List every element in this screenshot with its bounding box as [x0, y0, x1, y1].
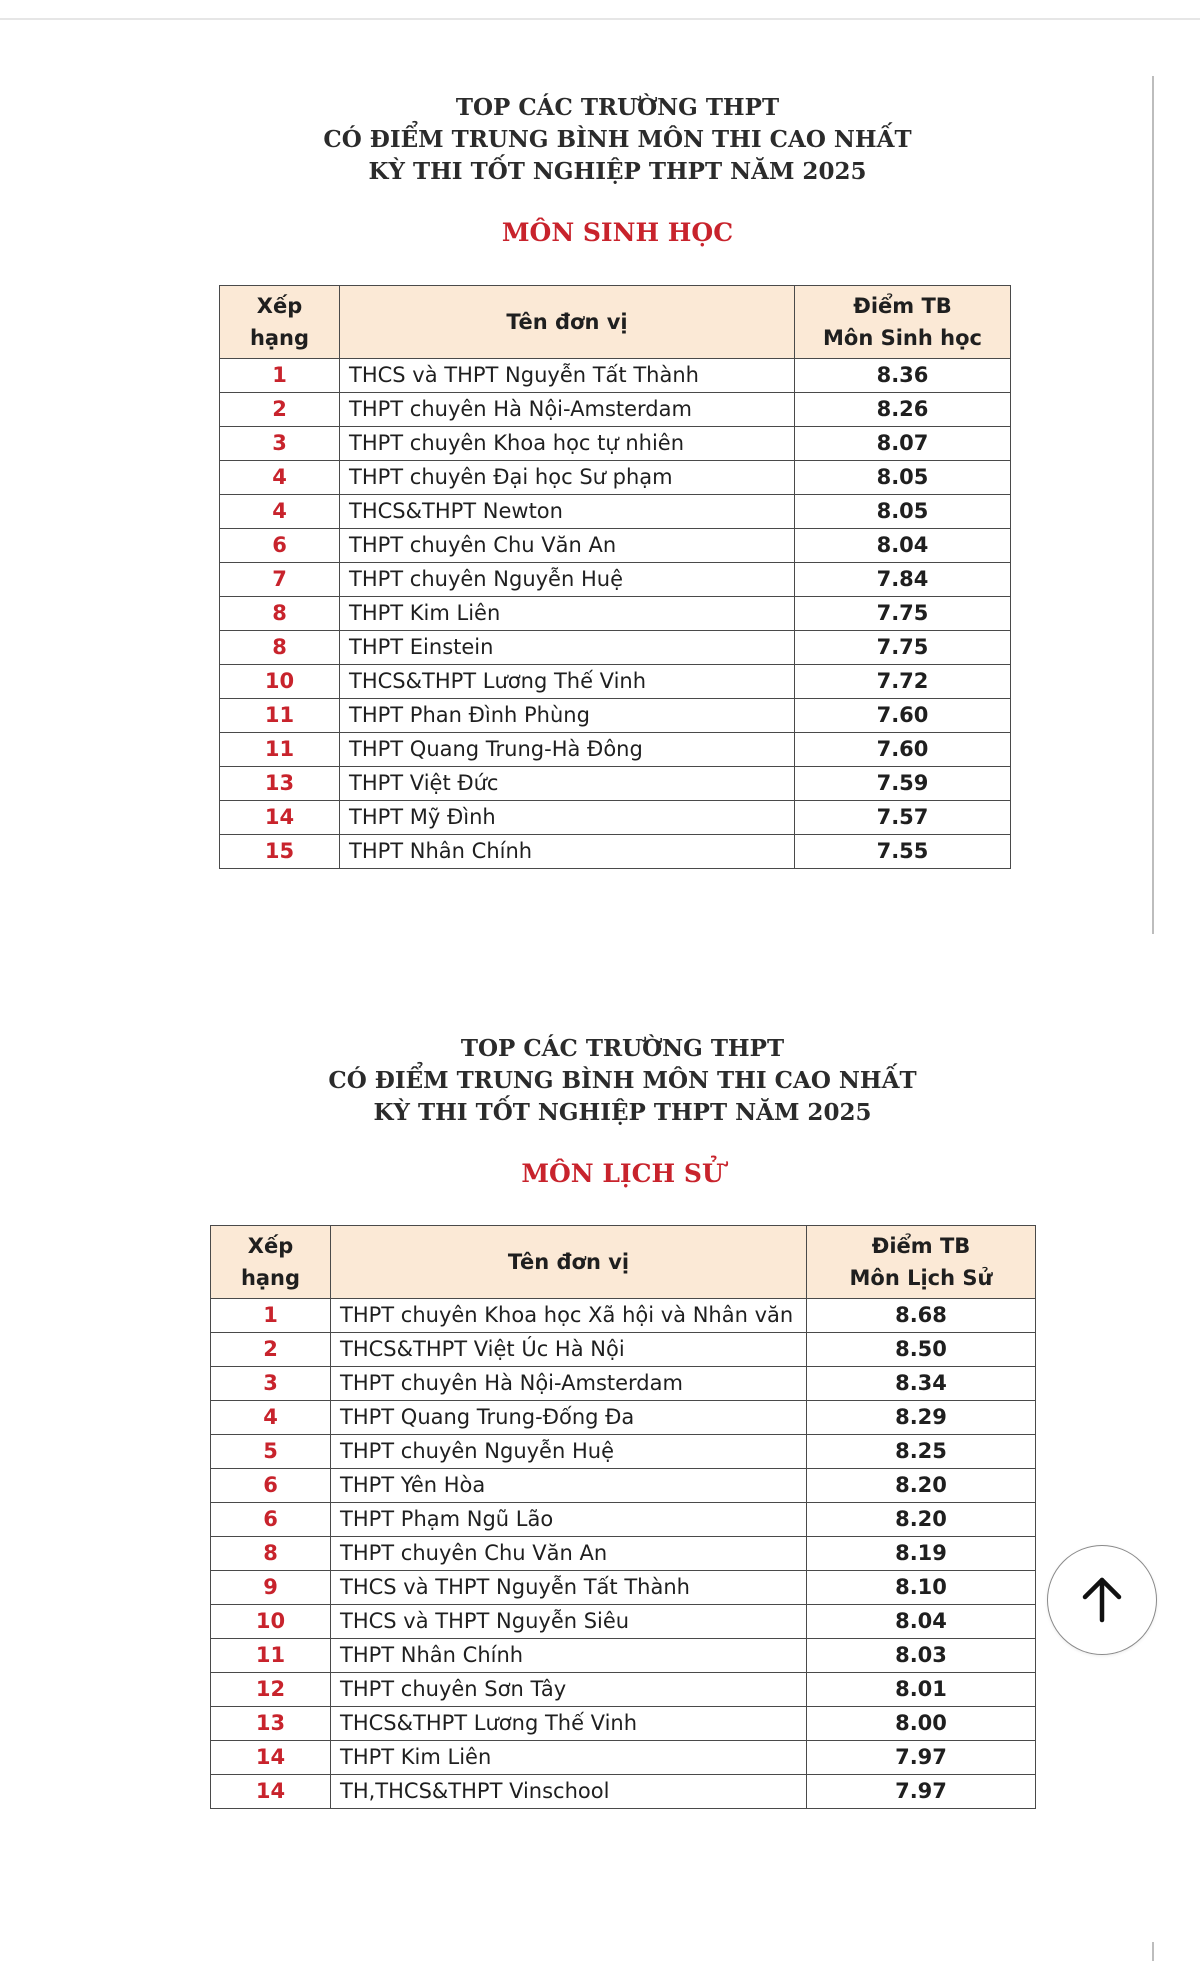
table-row	[220, 461, 1011, 495]
rank-cell: 11	[211, 1639, 331, 1673]
table-row	[211, 1537, 1036, 1571]
table-row	[220, 835, 1011, 869]
school-name-cell: THPT Einstein	[340, 631, 795, 665]
rank-cell: 13	[220, 767, 340, 801]
school-name-cell: THPT chuyên Sơn Tây	[331, 1673, 807, 1707]
rank-cell: 11	[220, 699, 340, 733]
rank-cell: 14	[211, 1741, 331, 1775]
school-name-cell: THPT chuyên Nguyễn Huệ	[340, 563, 795, 597]
score-cell: 8.25	[807, 1435, 1036, 1469]
table-row	[220, 597, 1011, 631]
school-name-cell: THCS và THPT Nguyễn Tất Thành	[331, 1571, 807, 1605]
score-cell: 7.84	[795, 563, 1011, 597]
school-name-cell: THCS&THPT Lương Thế Vinh	[331, 1707, 807, 1741]
table-row	[211, 1775, 1036, 1809]
table-header-row	[220, 286, 1011, 359]
rank-cell: 11	[220, 733, 340, 767]
rank-cell: 12	[211, 1673, 331, 1707]
school-name-cell: THPT chuyên Khoa học tự nhiên	[340, 427, 795, 461]
rank-cell: 9	[211, 1571, 331, 1605]
table-row	[220, 801, 1011, 835]
header-rank-line: Xếp	[256, 294, 303, 318]
rank-cell: 6	[220, 529, 340, 563]
score-cell: 8.19	[807, 1537, 1036, 1571]
rank-cell: 8	[211, 1537, 331, 1571]
table-row	[211, 1707, 1036, 1741]
rank-cell: 6	[211, 1503, 331, 1537]
school-name-cell: THPT Yên Hòa	[331, 1469, 807, 1503]
table-row	[220, 699, 1011, 733]
school-name-cell: THPT chuyên Nguyễn Huệ	[331, 1435, 807, 1469]
school-name-cell: THPT chuyên Hà Nội-Amsterdam	[340, 393, 795, 427]
score-cell: 8.26	[795, 393, 1011, 427]
score-cell: 8.00	[807, 1707, 1036, 1741]
table-row	[211, 1639, 1036, 1673]
score-cell: 8.04	[795, 529, 1011, 563]
header-name: Tên đơn vị	[331, 1226, 807, 1299]
score-cell: 7.97	[807, 1775, 1036, 1809]
rank-cell: 4	[211, 1401, 331, 1435]
table-body	[211, 1299, 1036, 1809]
score-cell: 7.72	[795, 665, 1011, 699]
title-line: CÓ ĐIỂM TRUNG BÌNH MÔN THI CAO NHẤT	[323, 126, 912, 153]
score-cell: 8.29	[807, 1401, 1036, 1435]
rank-cell: 6	[211, 1469, 331, 1503]
table-row	[220, 393, 1011, 427]
top-divider	[0, 18, 1200, 20]
header-score	[807, 1226, 1036, 1299]
header-rank	[220, 286, 340, 359]
rank-cell: 13	[211, 1707, 331, 1741]
table-row	[220, 563, 1011, 597]
school-name-cell: THPT Quang Trung-Đống Đa	[331, 1401, 807, 1435]
side-scroll-rule	[1152, 76, 1154, 934]
score-cell: 7.59	[795, 767, 1011, 801]
header-rank	[211, 1226, 331, 1299]
table-row	[211, 1435, 1036, 1469]
table-row	[220, 529, 1011, 563]
header-score-line: Điểm TB	[853, 294, 952, 318]
rank-cell: 1	[220, 359, 340, 393]
school-name-cell: THPT chuyên Hà Nội-Amsterdam	[331, 1367, 807, 1401]
score-cell: 7.97	[807, 1741, 1036, 1775]
rank-cell: 5	[211, 1435, 331, 1469]
score-cell: 8.07	[795, 427, 1011, 461]
table-row	[220, 631, 1011, 665]
table-row	[211, 1673, 1036, 1707]
score-cell: 7.75	[795, 631, 1011, 665]
table-row	[211, 1367, 1036, 1401]
scroll-to-top-button[interactable]	[1047, 1545, 1157, 1655]
table-header-row	[211, 1226, 1036, 1299]
rank-cell: 10	[220, 665, 340, 699]
score-cell: 8.36	[795, 359, 1011, 393]
subject-title: MÔN SINH HỌC	[501, 218, 734, 247]
school-name-cell: THPT chuyên Khoa học Xã hội và Nhân văn	[331, 1299, 807, 1333]
title-line: TOP CÁC TRƯỜNG THPT	[460, 1035, 785, 1062]
rank-cell: 14	[220, 801, 340, 835]
score-cell: 7.57	[795, 801, 1011, 835]
subject-title: MÔN LỊCH SỬ	[521, 1159, 724, 1188]
title-line: TOP CÁC TRƯỜNG THPT	[455, 94, 780, 121]
score-cell: 8.68	[807, 1299, 1036, 1333]
title-line: KỲ THI TỐT NGHIỆP THPT NĂM 2025	[373, 1099, 872, 1126]
score-cell: 8.34	[807, 1367, 1036, 1401]
header-rank-line: hạng	[249, 326, 310, 350]
table-row	[211, 1401, 1036, 1435]
table-body	[220, 359, 1011, 869]
title-line: KỲ THI TỐT NGHIỆP THPT NĂM 2025	[368, 158, 867, 185]
header-score	[795, 286, 1011, 359]
rank-cell: 15	[220, 835, 340, 869]
table-row	[211, 1741, 1036, 1775]
table-row	[211, 1503, 1036, 1537]
school-name-cell: THPT Phan Đình Phùng	[340, 699, 795, 733]
school-name-cell: TH,THCS&THPT Vinschool	[331, 1775, 807, 1809]
header-score-line: Môn Sinh học	[823, 326, 982, 350]
score-cell: 8.20	[807, 1503, 1036, 1537]
header-name: Tên đơn vị	[340, 286, 795, 359]
rank-cell: 1	[211, 1299, 331, 1333]
rank-cell: 3	[211, 1367, 331, 1401]
score-cell: 8.03	[807, 1639, 1036, 1673]
score-cell: 8.50	[807, 1333, 1036, 1367]
title-line: CÓ ĐIỂM TRUNG BÌNH MÔN THI CAO NHẤT	[328, 1067, 917, 1094]
table-row	[220, 733, 1011, 767]
table-row	[220, 427, 1011, 461]
header-rank-line: hạng	[240, 1266, 301, 1290]
school-name-cell: THPT Nhân Chính	[340, 835, 795, 869]
side-scroll-rule-bottom	[1152, 1942, 1154, 1961]
table-row	[211, 1571, 1036, 1605]
rank-cell: 4	[220, 461, 340, 495]
table-row	[220, 665, 1011, 699]
score-cell: 7.60	[795, 699, 1011, 733]
table-row	[220, 495, 1011, 529]
section-title	[305, 1033, 940, 1129]
school-name-cell: THPT chuyên Đại học Sư phạm	[340, 461, 795, 495]
school-name-cell: THPT Mỹ Đình	[340, 801, 795, 835]
school-name-cell: THCS&THPT Lương Thế Vinh	[340, 665, 795, 699]
score-cell: 8.20	[807, 1469, 1036, 1503]
table-row	[220, 359, 1011, 393]
arrow-up-icon	[1072, 1570, 1132, 1630]
ranking-table	[210, 1225, 1036, 1809]
school-name-cell: THPT Kim Liên	[331, 1741, 807, 1775]
header-score-line: Môn Lịch Sử	[849, 1266, 993, 1290]
rank-cell: 14	[211, 1775, 331, 1809]
score-cell: 7.75	[795, 597, 1011, 631]
rank-cell: 8	[220, 597, 340, 631]
score-cell: 8.05	[795, 495, 1011, 529]
table-row	[211, 1333, 1036, 1367]
table-row	[211, 1605, 1036, 1639]
school-name-cell: THPT Kim Liên	[340, 597, 795, 631]
school-name-cell: THCS và THPT Nguyễn Siêu	[331, 1605, 807, 1639]
school-name-cell: THPT Nhân Chính	[331, 1639, 807, 1673]
rank-cell: 10	[211, 1605, 331, 1639]
score-cell: 8.05	[795, 461, 1011, 495]
header-rank-line: Xếp	[247, 1234, 294, 1258]
school-name-cell: THPT Quang Trung-Hà Đông	[340, 733, 795, 767]
school-name-cell: THPT Phạm Ngũ Lão	[331, 1503, 807, 1537]
score-cell: 8.01	[807, 1673, 1036, 1707]
rank-cell: 2	[211, 1333, 331, 1367]
score-cell: 8.10	[807, 1571, 1036, 1605]
rank-cell: 8	[220, 631, 340, 665]
school-name-cell: THCS và THPT Nguyễn Tất Thành	[340, 359, 795, 393]
school-name-cell: THCS&THPT Newton	[340, 495, 795, 529]
school-name-cell: THCS&THPT Việt Úc Hà Nội	[331, 1333, 807, 1367]
score-cell: 8.04	[807, 1605, 1036, 1639]
school-name-cell: THPT Việt Đức	[340, 767, 795, 801]
header-score-line: Điểm TB	[871, 1234, 971, 1258]
rank-cell: 4	[220, 495, 340, 529]
school-name-cell: THPT chuyên Chu Văn An	[340, 529, 795, 563]
rank-cell: 2	[220, 393, 340, 427]
table-row	[220, 767, 1011, 801]
rank-cell: 3	[220, 427, 340, 461]
table-row	[211, 1299, 1036, 1333]
rank-cell: 7	[220, 563, 340, 597]
section-title	[300, 92, 935, 188]
ranking-table	[219, 285, 1011, 869]
school-name-cell: THPT chuyên Chu Văn An	[331, 1537, 807, 1571]
table-row	[211, 1469, 1036, 1503]
score-cell: 7.60	[795, 733, 1011, 767]
score-cell: 7.55	[795, 835, 1011, 869]
